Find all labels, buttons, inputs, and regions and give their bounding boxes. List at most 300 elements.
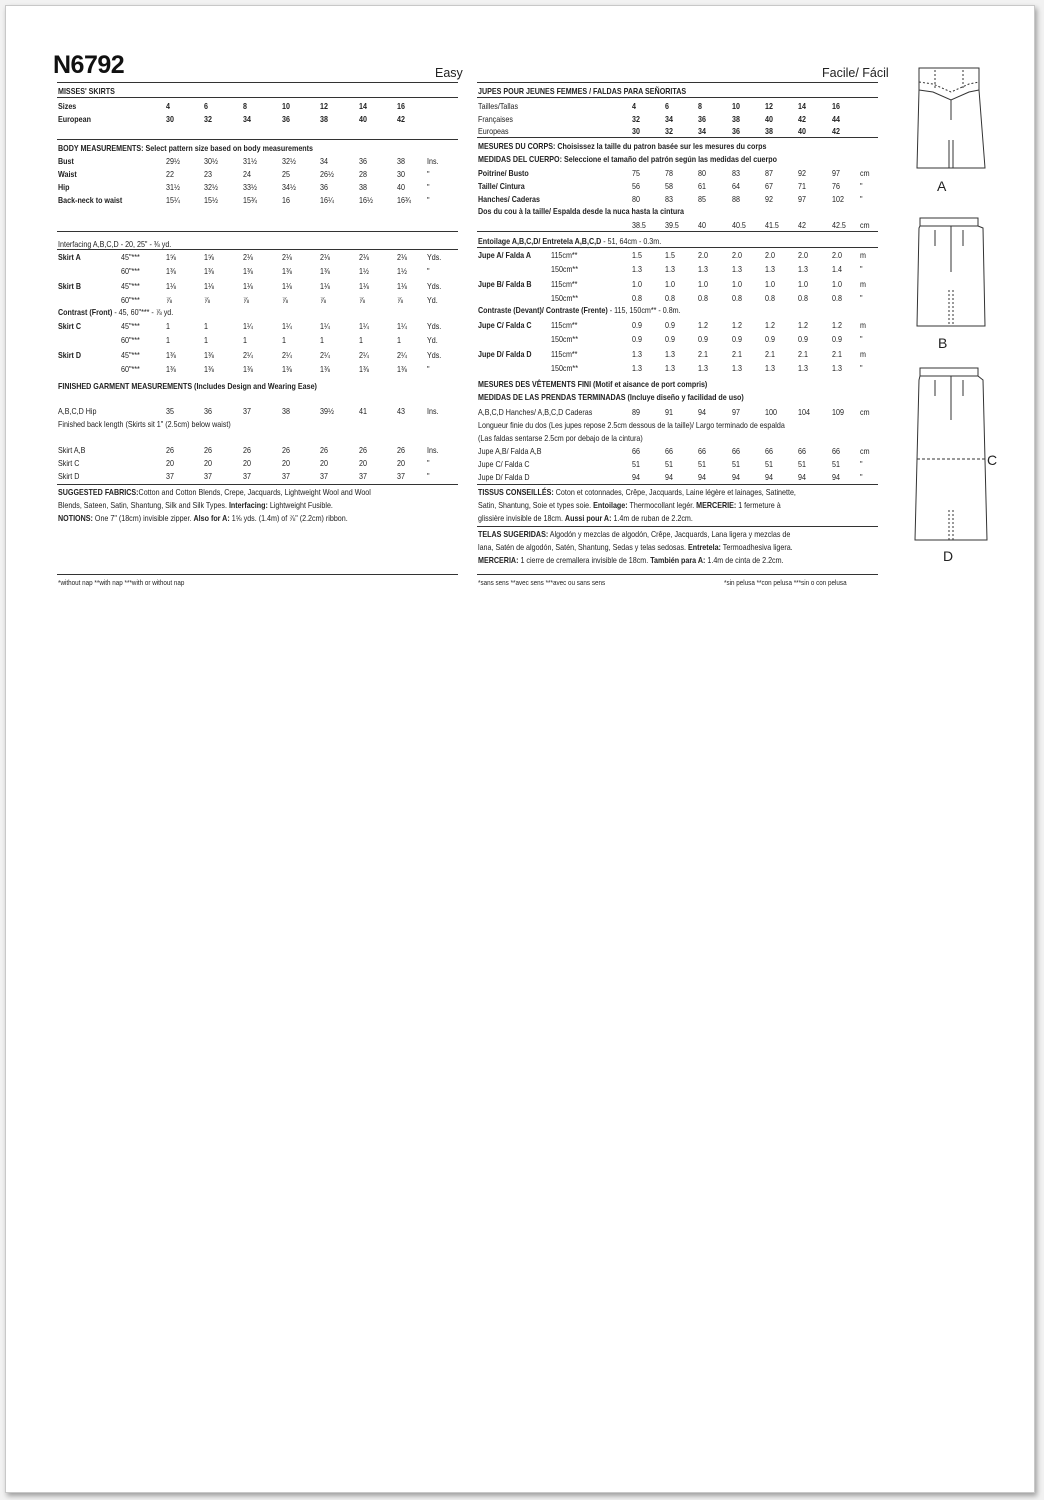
cell-value: 92 — [798, 168, 806, 178]
unit: Yd. — [427, 294, 438, 305]
view-label-c: C — [987, 452, 998, 468]
cell-value: 38 — [320, 114, 328, 124]
row-label: Jupe D/ Falda D — [478, 472, 530, 482]
cell-value: 1.5 — [632, 250, 642, 260]
cell-value: 37 — [204, 471, 212, 481]
cell-value: 40 — [359, 114, 367, 124]
cell-value: 51 — [798, 459, 806, 469]
cell-value: 66 — [632, 446, 640, 456]
merceria: MERCERIA: 1 cierre de cremallera invisible de 18cm. También para A: 1.4m de cinta de 2.2cm. — [478, 555, 784, 565]
medidas-heading: MEDIDAS DEL CUERPO: Seleccione el tamaño del patrón según las medidas del cuerpo — [478, 154, 778, 164]
cell-value: 40 — [798, 126, 806, 136]
cell-value: 102 — [832, 194, 844, 204]
row-label: Back-neck to waist — [58, 195, 123, 205]
cell-value: 94 — [832, 472, 840, 482]
cell-value: 0.8 — [732, 292, 742, 303]
cell-value: 1⅛ — [320, 280, 330, 291]
unit: " — [860, 362, 863, 373]
cell-value: 1 — [166, 321, 170, 331]
cell-value: 2¼ — [282, 349, 292, 360]
cell-value: 20 — [243, 458, 251, 468]
mesures-heading: MESURES DU CORPS: Choisissez la taille du patron basée sur les mesures du corps — [478, 141, 767, 151]
cell-value: 1.3 — [632, 362, 642, 373]
cell-value: 26 — [359, 445, 367, 455]
cell-value: 26½ — [320, 169, 334, 179]
cell-value: 89 — [632, 407, 640, 417]
cell-value: 26 — [397, 445, 405, 455]
cell-value: 61 — [698, 181, 706, 191]
longueur-note: Longueur finie du dos (Les jupes repose 2.5cm dessous de la taille)/ Largo terminado de espalda — [478, 420, 785, 430]
cell-value: 41 — [359, 406, 367, 416]
cell-value: 37 — [243, 406, 251, 416]
skirt-a-drawing — [917, 68, 985, 168]
cell-value: ⅞ — [204, 294, 210, 305]
pattern-number: N6792 — [53, 51, 125, 79]
back-neck-label: Dos du cou à la taille/ Espalda desde la nuca hasta la cintura — [478, 206, 684, 216]
technical-drawings — [905, 60, 1000, 580]
cell-value: 12 — [765, 101, 773, 111]
medidas-prendas-heading: MEDIDAS DE LAS PRENDAS TERMINADAS (Incluye diseño y facilidad de uso) — [478, 392, 744, 402]
cell-value: 15½ — [204, 195, 218, 205]
cell-value: 25 — [282, 169, 290, 179]
cell-value: 1⅜ — [166, 266, 176, 277]
cell-value: 40.5 — [732, 220, 746, 230]
left-title: MISSES' SKIRTS — [58, 86, 115, 96]
cell-value: 0.9 — [632, 320, 642, 330]
fabric-width: 60"*** — [121, 294, 140, 305]
difficulty-fr-es: Facile/ Fácil — [822, 66, 889, 80]
cell-value: 2.1 — [798, 348, 808, 359]
unit: " — [427, 363, 430, 374]
cell-value: 1.3 — [765, 264, 775, 275]
cell-value: 0.8 — [765, 292, 775, 303]
cell-value: 41.5 — [765, 220, 779, 230]
cell-value: 36 — [320, 182, 328, 192]
cell-value: 1⅛ — [243, 280, 253, 291]
unit: " — [427, 182, 430, 192]
cell-value: 80 — [632, 194, 640, 204]
cell-value: 1⅛ — [204, 280, 214, 291]
cell-value: 23 — [204, 169, 212, 179]
row-label: Bust — [58, 156, 74, 166]
cell-value: 32 — [632, 113, 640, 124]
cell-value: 16 — [832, 101, 840, 111]
unit: " — [860, 181, 863, 191]
cell-value: 92 — [765, 194, 773, 204]
cell-value: 64 — [732, 181, 740, 191]
cell-value: 66 — [665, 446, 673, 456]
unit: cm — [860, 407, 870, 417]
footnote-es: *sin pelusa **con pelusa ***sin o con pelusa — [724, 578, 847, 587]
cell-value: 43 — [397, 406, 405, 416]
cell-value: 0.8 — [632, 292, 642, 303]
cell-value: 0.9 — [698, 334, 708, 345]
cell-value: 35 — [166, 406, 174, 416]
fabric-width: 45"*** — [121, 321, 140, 331]
tissus-cont: Satin, Shantung, Soie et types soie. Entoilage: Thermocollant legér. MERCERIE: 1 fermeture à — [478, 500, 781, 510]
row-label: Poitrine/ Busto — [478, 168, 529, 178]
cell-value: 1¼ — [359, 321, 369, 331]
unit: Ins. — [427, 156, 439, 166]
footnote-fr: *sans sens **avec sens ***avec ou sans sens — [478, 578, 606, 587]
cell-value: 36 — [359, 156, 367, 166]
cell-value: 42 — [832, 126, 840, 136]
cell-value: 94 — [665, 472, 673, 482]
row-label: Taille/ Cintura — [478, 181, 525, 191]
cell-value: 42 — [798, 220, 806, 230]
cell-value: 38 — [359, 182, 367, 192]
cell-value: 66 — [765, 446, 773, 456]
unit: " — [860, 334, 863, 345]
mercerie-cont: glissière invisible de 18cm. Aussi pour A: 1.4m de ruban de 2.2cm. — [478, 513, 693, 523]
row-label: Hip — [58, 182, 70, 192]
unit: " — [427, 458, 430, 468]
cell-value: 2.1 — [732, 348, 742, 359]
fabric-width: 115cm** — [551, 320, 578, 330]
cell-value: 1.3 — [832, 362, 842, 373]
cell-value: 51 — [765, 459, 773, 469]
cell-value: 1⅛ — [166, 280, 176, 291]
contraste-line: Contraste (Devant)/ Contraste (Frente) - 115, 150cm** - 0.8m. — [478, 305, 681, 315]
row-label: A,B,C,D Hip — [58, 406, 97, 416]
cell-value: 0.9 — [832, 334, 842, 345]
cell-value: 16½ — [359, 195, 373, 205]
cell-value: 38 — [732, 113, 740, 124]
cell-value: 1.0 — [832, 278, 842, 289]
cell-value: 32½ — [282, 156, 296, 166]
cell-value: 1⅛ — [359, 280, 369, 291]
suggested-fabrics-cont: Blends, Sateen, Satin, Shantung, Silk and Silk Types. Interfacing: Lightweight Fusible. — [58, 500, 333, 510]
cell-value: 1 — [320, 335, 324, 346]
rule — [477, 82, 878, 83]
row-label: Sizes — [58, 101, 77, 111]
cell-value: 2⅛ — [282, 252, 292, 262]
rule — [57, 484, 458, 485]
cell-value: 100 — [765, 407, 777, 417]
cell-value: 1.0 — [765, 278, 775, 289]
cell-value: 32 — [204, 114, 212, 124]
cell-value: 1.0 — [632, 278, 642, 289]
cell-value: 37 — [359, 471, 367, 481]
row-label: Jupe C/ Falda C — [478, 459, 530, 469]
unit: " — [427, 471, 430, 481]
cell-value: 1.0 — [798, 278, 808, 289]
back-length-note: Finished back length (Skirts sit 1" (2.5cm) below waist) — [58, 419, 231, 429]
cell-value: ⅞ — [359, 294, 365, 305]
fabric-width: 150cm** — [551, 292, 578, 303]
cell-value: 20 — [282, 458, 290, 468]
cell-value: 4 — [166, 101, 170, 111]
cell-value: 1.2 — [832, 320, 842, 330]
unit: Yd. — [427, 335, 438, 346]
cell-value: 33½ — [243, 182, 257, 192]
row-label: A,B,C,D Hanches/ A,B,C,D Caderas — [478, 407, 593, 417]
cell-value: 38 — [765, 126, 773, 136]
cell-value: 1.3 — [798, 362, 808, 373]
cell-value: 1⅜ — [204, 363, 214, 374]
row-label: Skirt D — [58, 471, 80, 481]
row-label: Jupe D/ Falda D — [478, 348, 532, 359]
unit: " — [427, 195, 430, 205]
cell-value: 51 — [832, 459, 840, 469]
fabric-width: 115cm** — [551, 250, 578, 260]
cell-value: 2.0 — [732, 250, 742, 260]
cell-value: 1.2 — [765, 320, 775, 330]
cell-value: 97 — [832, 168, 840, 178]
unit: " — [427, 169, 430, 179]
row-label: Skirt B — [58, 280, 82, 291]
unit: m — [860, 348, 866, 359]
cell-value: 1⅜ — [166, 363, 176, 374]
cell-value: 15¾ — [243, 195, 257, 205]
cell-value: 1.0 — [665, 278, 675, 289]
unit: Yds. — [427, 252, 442, 262]
row-label: Jupe A,B/ Falda A,B — [478, 446, 542, 456]
unit: " — [427, 266, 430, 277]
cell-value: 1.2 — [798, 320, 808, 330]
cell-value: 37 — [397, 471, 405, 481]
cell-value: 34½ — [282, 182, 296, 192]
row-label: Europeas — [478, 126, 509, 136]
cell-value: 1⅜ — [282, 266, 292, 277]
unit: cm — [860, 220, 870, 230]
fabric-width: 150cm** — [551, 264, 578, 275]
unit: m — [860, 250, 866, 260]
cell-value: 16¼ — [320, 195, 334, 205]
right-title: JUPES POUR JEUNES FEMMES / FALDAS PARA SEÑORITAS — [478, 86, 687, 96]
cell-value: 31½ — [166, 182, 180, 192]
skirt-cd-drawing — [915, 368, 987, 540]
rule — [477, 574, 878, 575]
skirt-b-drawing — [917, 218, 985, 326]
cell-value: 0.8 — [832, 292, 842, 303]
rule — [57, 249, 458, 250]
cell-value: 14 — [798, 101, 806, 111]
cell-value: 2.0 — [798, 250, 808, 260]
cell-value: 83 — [732, 168, 740, 178]
interfacing-line: Interfacing A,B,C,D - 20, 25" - ⅜ yd. — [58, 239, 172, 249]
cell-value: ⅞ — [282, 294, 288, 305]
fabric-width: 150cm** — [551, 362, 578, 373]
fabric-width: 45"*** — [121, 280, 140, 291]
cell-value: 0.8 — [665, 292, 675, 303]
cell-value: 42.5 — [832, 220, 846, 230]
unit: " — [860, 459, 863, 469]
cell-value: 66 — [832, 446, 840, 456]
notions: NOTIONS: One 7" (18cm) invisible zipper. Also for A: 1⅝ yds. (1.4m) of ⅞" (2.2cm) ribbon. — [58, 513, 348, 523]
cell-value: 109 — [832, 407, 844, 417]
row-label: Tailles/Tallas — [478, 101, 519, 111]
cell-value: 1⅜ — [243, 266, 253, 277]
cell-value: 2⅛ — [359, 252, 369, 262]
unit: Ins. — [427, 445, 439, 455]
fabric-width: 60"*** — [121, 363, 140, 374]
cell-value: 1.4 — [832, 264, 842, 275]
cell-value: 1.3 — [698, 264, 708, 275]
rule — [477, 526, 878, 527]
cell-value: ⅞ — [166, 294, 172, 305]
cell-value: 97 — [798, 194, 806, 204]
row-label: Waist — [58, 169, 77, 179]
row-label: Jupe B/ Falda B — [478, 278, 532, 289]
cell-value: 15¼ — [166, 195, 180, 205]
cell-value: 12 — [320, 101, 328, 111]
cell-value: 1.3 — [665, 264, 675, 275]
fabric-width: 60"*** — [121, 335, 140, 346]
pattern-sheet — [5, 5, 1035, 1493]
cell-value: 1.3 — [665, 348, 675, 359]
cell-value: 0.9 — [798, 334, 808, 345]
cell-value: 66 — [798, 446, 806, 456]
cell-value: 2⅛ — [243, 252, 253, 262]
cell-value: 37 — [320, 471, 328, 481]
cell-value: 1 — [204, 335, 208, 346]
cell-value: 32 — [665, 126, 673, 136]
cell-value: 38 — [397, 156, 405, 166]
cell-value: 0.9 — [765, 334, 775, 345]
cell-value: 1⅜ — [243, 363, 253, 374]
cell-value: 1.3 — [798, 264, 808, 275]
fabric-width: 60"*** — [121, 266, 140, 277]
rule — [477, 137, 878, 138]
cell-value: 10 — [282, 101, 290, 111]
cell-value: 36 — [204, 406, 212, 416]
cell-value: 0.8 — [798, 292, 808, 303]
row-label: Françaises — [478, 113, 513, 124]
rule — [57, 97, 458, 98]
unit: m — [860, 278, 866, 289]
cell-value: 16¾ — [397, 195, 411, 205]
cell-value: 1 — [282, 335, 286, 346]
cell-value: 1⅜ — [282, 363, 292, 374]
row-label: Skirt A,B — [58, 445, 86, 455]
cell-value: 71 — [798, 181, 806, 191]
cell-value: 39½ — [320, 406, 334, 416]
cell-value: 1⅝ — [204, 252, 214, 262]
cell-value: 1.3 — [698, 362, 708, 373]
cell-value: 1¼ — [397, 321, 407, 331]
unit: " — [860, 264, 863, 275]
cell-value: 6 — [665, 101, 669, 111]
cell-value: 2.1 — [698, 348, 708, 359]
cell-value: 30 — [632, 126, 640, 136]
cell-value: 37 — [243, 471, 251, 481]
cell-value: 20 — [166, 458, 174, 468]
cell-value: 1⅜ — [397, 363, 407, 374]
cell-value: 42 — [397, 114, 405, 124]
cell-value: 58 — [665, 181, 673, 191]
row-label: Skirt C — [58, 458, 80, 468]
cell-value: 94 — [698, 472, 706, 482]
cell-value: 8 — [698, 101, 702, 111]
cell-value: 24 — [243, 169, 251, 179]
tissus: TISSUS CONSEILLÉS: Coton et cotonnades, Crêpe, Jacquards, Laine légère et lainages, Satinette, — [478, 487, 796, 497]
cell-value: 26 — [282, 445, 290, 455]
cell-value: 94 — [732, 472, 740, 482]
cell-value: 51 — [698, 459, 706, 469]
cell-value: 51 — [665, 459, 673, 469]
cell-value: 39.5 — [665, 220, 679, 230]
unit: m — [860, 320, 866, 330]
cell-value: 87 — [765, 168, 773, 178]
cell-value: 1⅜ — [359, 363, 369, 374]
cell-value: 20 — [204, 458, 212, 468]
cell-value: 94 — [632, 472, 640, 482]
cell-value: 16 — [397, 101, 405, 111]
cell-value: 0.9 — [732, 334, 742, 345]
cell-value: 20 — [359, 458, 367, 468]
cell-value: 2¼ — [243, 349, 253, 360]
cell-value: 51 — [732, 459, 740, 469]
cell-value: 1.3 — [765, 362, 775, 373]
cell-value: 85 — [698, 194, 706, 204]
cell-value: 6 — [204, 101, 208, 111]
view-label-a: A — [937, 178, 947, 194]
cell-value: 2.0 — [832, 250, 842, 260]
cell-value: 36 — [282, 114, 290, 124]
cell-value: 1⅝ — [166, 252, 176, 262]
cell-value: 88 — [732, 194, 740, 204]
cell-value: 1⅛ — [397, 280, 407, 291]
cell-value: 26 — [204, 445, 212, 455]
cell-value: 36 — [698, 113, 706, 124]
cell-value: 26 — [166, 445, 174, 455]
cell-value: 20 — [397, 458, 405, 468]
cell-value: 1 — [204, 321, 208, 331]
cell-value: 2.1 — [832, 348, 842, 359]
contrast-line: Contrast (Front) - 45, 60"*** - ⅞ yd. — [58, 307, 174, 317]
cell-value: 20 — [320, 458, 328, 468]
cell-value: 37 — [282, 471, 290, 481]
cell-value: 31½ — [243, 156, 257, 166]
cell-value: 1⅜ — [320, 363, 330, 374]
rule — [57, 82, 458, 83]
cell-value: ⅞ — [320, 294, 326, 305]
unit: " — [860, 194, 863, 204]
cell-value: 1⅜ — [204, 349, 214, 360]
rule — [477, 97, 878, 98]
unit: Yds. — [427, 349, 442, 360]
cell-value: 1¼ — [282, 321, 292, 331]
cell-value: 2⅛ — [320, 252, 330, 262]
row-label: Jupe C/ Falda C — [478, 320, 532, 330]
cell-value: 75 — [632, 168, 640, 178]
cell-value: 42 — [798, 113, 806, 124]
cell-value: 97 — [732, 407, 740, 417]
view-label-d: D — [943, 548, 954, 564]
cell-value: 1⅜ — [204, 266, 214, 277]
cell-value: 67 — [765, 181, 773, 191]
cell-value: 1.3 — [665, 362, 675, 373]
rule — [57, 231, 458, 232]
finished-heading: FINISHED GARMENT MEASUREMENTS (Includes Design and Wearing Ease) — [58, 381, 317, 391]
row-label: European — [58, 114, 91, 124]
rule — [57, 574, 458, 575]
cell-value: 1.3 — [632, 264, 642, 275]
rule — [477, 231, 878, 232]
cell-value: 1.3 — [632, 348, 642, 359]
cell-value: 1.3 — [732, 362, 742, 373]
fabric-width: 150cm** — [551, 334, 578, 345]
cell-value: 51 — [632, 459, 640, 469]
unit: Yds. — [427, 321, 442, 331]
fabric-width: 45"*** — [121, 252, 140, 262]
cell-value: 78 — [665, 168, 673, 178]
cell-value: 22 — [166, 169, 174, 179]
cell-value: 32½ — [204, 182, 218, 192]
cell-value: 1½ — [397, 266, 407, 277]
cell-value: 40 — [397, 182, 405, 192]
